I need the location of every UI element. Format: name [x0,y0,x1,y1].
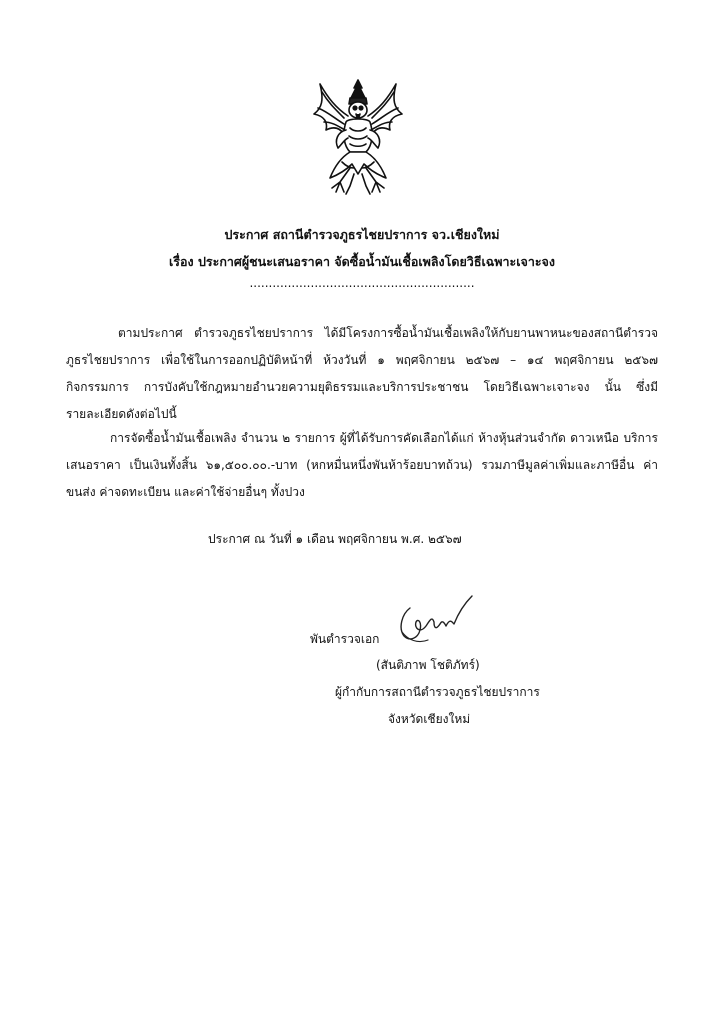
announcement-subject: เรื่อง ประกาศผู้ชนะเสนอราคา จัดซื้อน้ำมันเชื้อเพลิงโดยวิธีเฉพาะเจาะจง [169,254,555,269]
announcement-date: ประกาศ ณ วันที่ ๑ เดือน พฤศจิกายน พ.ศ. ๒๕๖๗ [208,532,462,546]
para2-line-1: การจัดซื้อน้ำมันเชื้อเพลิง จำนวน ๒ รายการ ผู้ที่ได้รับการคัดเลือกได้แก่ ห้างหุ้นส่วนจำกัด ดาวเหนือ บริการ [110,431,658,445]
separator-dots: ........................................................... [249,276,475,290]
para2-line-3: ขนส่ง ค่าจดทะเบียน และค่าใช้จ่ายอื่นๆ ทั้งปวง [66,485,305,499]
signer-position: ผู้กำกับการสถานีตำรวจภูธรไชยปราการ [335,685,540,699]
para1-line-2: ภูธรไชยปราการ เพื่อใช้ในการออกปฏิบัติหน้าที่ ห้วงวันที่ ๑ พฤศจิกายน ๒๕๖๗ – ๑๔ พฤศจิกายน ๒๕๖๗ [66,353,658,367]
para1-line-3: กิจกรรมการ การบังคับใช้กฎหมายอำนวยความยุติธรรมและบริการประชาชน โดยวิธีเฉพาะเจาะจง นั้น ซึ่งมี [66,380,658,394]
announcement-title: ประกาศ สถานีตำรวจภูธรไชยปราการ จว.เชียงใหม่ [224,227,500,242]
para1-line-1: ตามประกาศ ตำรวจภูธรไชยปราการ ได้มีโครงการซื้อน้ำมันเชื้อเพลิงให้กับยานพาหนะของสถานีตำรวจ [118,326,658,340]
garuda-emblem-icon [310,78,406,196]
para1-line-4: รายละเอียดดังต่อไปนี้ [66,407,177,421]
para2-line-2: เสนอราคา เป็นเงินทั้งสิ้น ๖๑,๕๐๐.๐๐.-บาท (หกหมื่นหนึ่งพันห้าร้อยบาทถ้วน) รวมภาษีมูลค่าเพิ่มและภาษีอื่น ค่า [66,458,658,472]
signer-rank: พันตำรวจเอก [310,632,380,646]
handwritten-signature-icon [388,588,478,650]
signer-name: (สันติภาพ โชติภัทร์) [376,658,480,672]
signer-province: จังหวัดเชียงใหม่ [388,712,471,726]
